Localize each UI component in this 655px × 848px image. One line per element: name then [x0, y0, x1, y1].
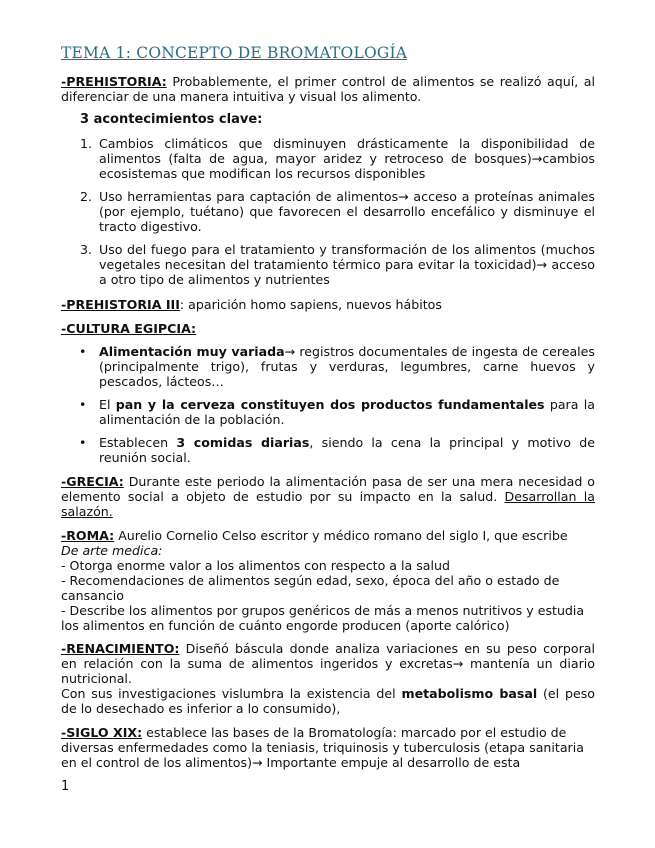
list-item: Uso del fuego para el tratamiento y transformación de los alimentos (muchos vegetales necesitan del tratamiento térmico para evitar la toxicidad)→ acceso a otro tipo de alimentos y nutrientes: [99, 242, 595, 287]
renacimiento-paragraph: [61, 641, 595, 716]
bold-text: metabolismo basal: [401, 686, 538, 701]
renacimiento-text: Diseñó báscula donde analiza variaciones en su peso corporal en relación con la suma de alimentos ingeridos y excretas→ mantenía un diario nutricional.: [61, 641, 595, 686]
prehistoria3-label: -PREHISTORIA III: [61, 297, 180, 312]
list-item-number: 2.: [80, 189, 93, 204]
list-item-text: Establecen: [99, 435, 177, 450]
grecia-underlined-text: Desarrollan la salazón.: [61, 489, 595, 519]
bullet-icon: •: [79, 397, 87, 412]
list-item-text: , siendo la cena la principal y motivo de reunión social.: [99, 435, 595, 465]
page-title: TEMA 1: CONCEPTO DE BROMATOLOGÍA: [61, 44, 408, 62]
renacimiento-text: Con sus investigaciones vislumbra la existencia del: [61, 686, 402, 701]
list-item-number: 3.: [80, 242, 93, 257]
roma-text: Aurelio Cornelio Celso escritor y médico romano del siglo I, que escribe: [114, 528, 568, 543]
bold-text: Alimentación muy variada: [99, 344, 285, 359]
egipcia-label: -CULTURA EGIPCIA:: [61, 321, 197, 336]
roma-paragraph: [61, 528, 595, 633]
acontecimientos-heading: 3 acontecimientos clave:: [80, 112, 263, 127]
list-item: [99, 435, 595, 465]
bold-text: 3 comidas diarias: [176, 435, 310, 450]
page-number: 1: [61, 779, 70, 794]
list-item: Uso herramientas para captación de alimentos→ acceso a proteínas animales (por ejemplo, tuétano) que favorecen el desarrollo encefálico y disminuye el tracto digestivo.: [99, 189, 595, 234]
list-item: [99, 397, 595, 427]
prehistoria-label: -PREHISTORIA:: [61, 74, 167, 89]
roma-line: - Otorga enorme valor a los alimentos con respecto a la salud: [61, 558, 450, 573]
roma-italic-title: De arte medica:: [61, 543, 163, 558]
list-item-text: → registros documentales de ingesta de cereales (principalmente trigo), frutas y verduras, legumbres, carne huevos y pescados, lácteos…: [99, 344, 595, 389]
roma-line: - Describe los alimentos por grupos genéricos de más a menos nutritivos y estudia los alimentos en función de cuánto engorde producen (aporte calórico): [61, 603, 585, 633]
renacimiento-text: (el peso de lo desechado es inferior a lo consumido),: [61, 686, 595, 716]
prehistoria-text: Probablemente, el primer control de alimentos se realizó aquí, al diferenciar de una manera intuitiva y visual los alimento.: [61, 74, 595, 104]
roma-label: -ROMA:: [61, 528, 115, 543]
list-item-number: 1.: [80, 136, 93, 151]
sigloxix-paragraph: [61, 725, 595, 770]
sigloxix-label: -SIGLO XIX:: [61, 725, 143, 740]
list-item-text: para la alimentación de la población.: [99, 397, 595, 427]
egipcia-paragraph: [61, 321, 595, 336]
bold-text: pan y la cerveza constituyen dos productos fundamentales: [115, 397, 545, 412]
list-item: Cambios climáticos que disminuyen drásticamente la disponibilidad de alimentos (falta de agua, mayor aridez y retroceso de bosques)→cambios ecosistemas que modifican los recursos disponibles: [99, 136, 595, 181]
prehistoria-paragraph: [61, 74, 595, 104]
roma-line: - Recomendaciones de alimentos según edad, sexo, época del año o estado de cansancio: [61, 573, 560, 603]
renacimiento-label: -RENACIMIENTO:: [61, 641, 180, 656]
prehistoria3-text: : aparición homo sapiens, nuevos hábitos: [179, 297, 442, 312]
sigloxix-text: establece las bases de la Bromatología: marcado por el estudio de diversas enfermedades como la teniasis, triquinosis y tuberculosis (etapa sanitaria en el control de los alimentos)→ Importante empuje al desarrollo de esta: [61, 725, 584, 770]
grecia-paragraph: [61, 474, 595, 519]
list-item-text: El: [99, 397, 116, 412]
grecia-label: -GRECIA:: [61, 474, 124, 489]
bullet-icon: •: [79, 435, 87, 450]
prehistoria3-paragraph: [61, 297, 595, 312]
grecia-text: Durante este periodo la alimentación pasa de ser una mera necesidad o elemento social a objeto de estudio por su impacto en la salud.: [61, 474, 595, 504]
bullet-icon: •: [79, 344, 87, 359]
list-item: [99, 344, 595, 389]
